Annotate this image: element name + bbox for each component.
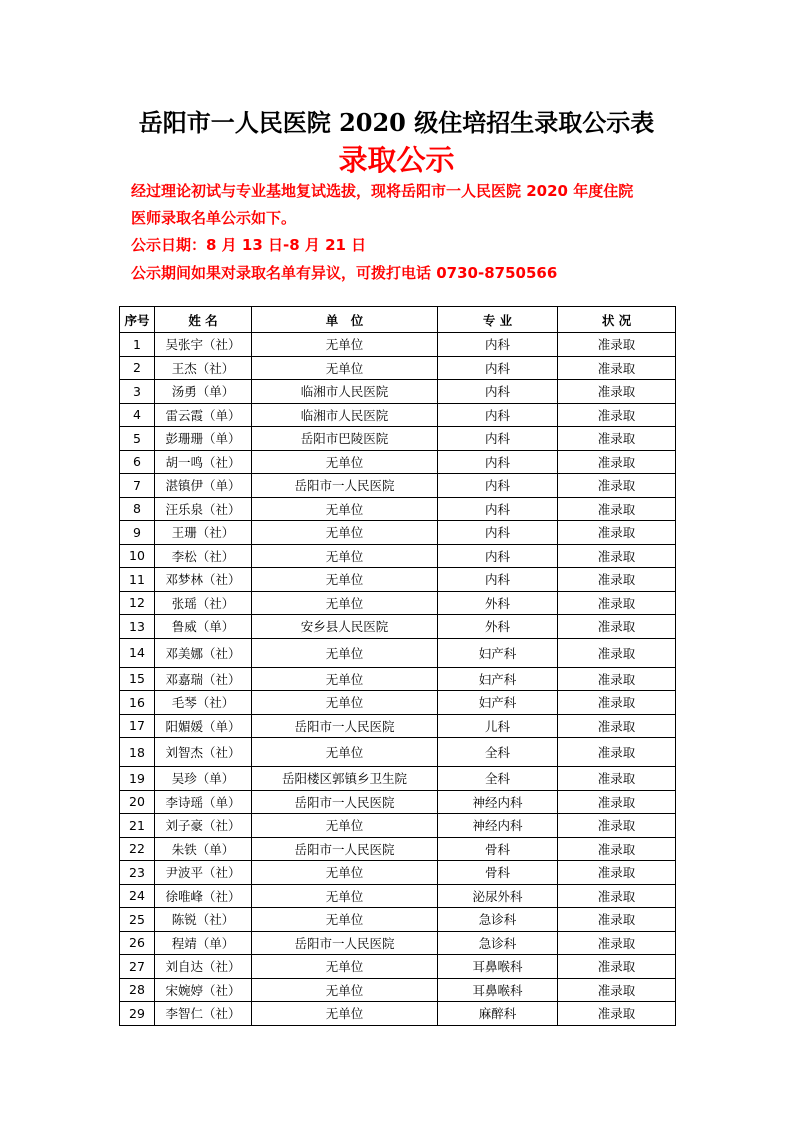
cell-name: 鲁威（单） [155, 615, 252, 639]
cell-unit: 岳阳市一人民医院 [252, 837, 438, 861]
table-row [120, 767, 676, 791]
cell-status: 准录取 [558, 333, 676, 357]
cell-major: 外科 [438, 591, 558, 615]
table-row [120, 591, 676, 615]
page-subtitle: 录取公示 [338, 143, 455, 177]
cell-index: 20 [120, 790, 155, 814]
table-row [120, 955, 676, 979]
cell-index: 12 [120, 591, 155, 615]
cell-unit: 临湘市人民医院 [252, 380, 438, 404]
cell-name: 尹波平（社） [155, 861, 252, 885]
cell-name: 汤勇（单） [155, 380, 252, 404]
table-row [120, 861, 676, 885]
cell-index: 21 [120, 814, 155, 838]
header-status: 状 况 [558, 307, 676, 333]
cell-unit: 无单位 [252, 978, 438, 1002]
cell-status: 准录取 [558, 714, 676, 738]
cell-status: 准录取 [558, 814, 676, 838]
cell-major: 全科 [438, 738, 558, 767]
cell-index: 11 [120, 568, 155, 592]
cell-name: 王杰（社） [155, 356, 252, 380]
cell-major: 妇产科 [438, 638, 558, 667]
table-row [120, 403, 676, 427]
page-title: 岳阳市一人民医院 2020 级住培招生录取公示表 [138, 108, 655, 137]
cell-index: 22 [120, 837, 155, 861]
cell-unit: 无单位 [252, 497, 438, 521]
cell-major: 急诊科 [438, 931, 558, 955]
cell-name: 毛琴（社） [155, 691, 252, 715]
cell-major: 泌尿外科 [438, 884, 558, 908]
cell-name: 朱铁（单） [155, 837, 252, 861]
cell-status: 准录取 [558, 738, 676, 767]
table-row [120, 474, 676, 498]
cell-index: 7 [120, 474, 155, 498]
cell-status: 准录取 [558, 474, 676, 498]
header-name: 姓 名 [155, 307, 252, 333]
cell-major: 内科 [438, 568, 558, 592]
cell-unit: 临湘市人民医院 [252, 403, 438, 427]
cell-major: 外科 [438, 615, 558, 639]
table-row [120, 638, 676, 667]
cell-index: 10 [120, 544, 155, 568]
cell-unit: 岳阳市一人民医院 [252, 474, 438, 498]
cell-status: 准录取 [558, 544, 676, 568]
table-row [120, 908, 676, 932]
cell-status: 准录取 [558, 615, 676, 639]
cell-name: 湛镇伊（单） [155, 474, 252, 498]
table-row [120, 615, 676, 639]
cell-status: 准录取 [558, 667, 676, 691]
cell-major: 内科 [438, 450, 558, 474]
cell-major: 内科 [438, 544, 558, 568]
cell-name: 阳媚媛（单） [155, 714, 252, 738]
cell-index: 15 [120, 667, 155, 691]
cell-index: 2 [120, 356, 155, 380]
cell-name: 李诗瑶（单） [155, 790, 252, 814]
table-row [120, 814, 676, 838]
cell-major: 全科 [438, 767, 558, 791]
cell-major: 内科 [438, 333, 558, 357]
cell-unit: 岳阳市巴陵医院 [252, 427, 438, 451]
header-major: 专 业 [438, 307, 558, 333]
cell-index: 3 [120, 380, 155, 404]
table-row [120, 931, 676, 955]
cell-name: 宋婉婷（社） [155, 978, 252, 1002]
cell-unit: 无单位 [252, 884, 438, 908]
table-row [120, 738, 676, 767]
cell-major: 神经内科 [438, 790, 558, 814]
cell-name: 吴珍（单） [155, 767, 252, 791]
cell-index: 28 [120, 978, 155, 1002]
cell-major: 妇产科 [438, 667, 558, 691]
cell-name: 刘自达（社） [155, 955, 252, 979]
table-row [120, 691, 676, 715]
cell-unit: 岳阳市一人民医院 [252, 931, 438, 955]
cell-unit: 无单位 [252, 814, 438, 838]
cell-index: 9 [120, 521, 155, 545]
cell-major: 耳鼻喉科 [438, 978, 558, 1002]
cell-name: 邓嘉瑞（社） [155, 667, 252, 691]
table-row [120, 978, 676, 1002]
cell-index: 19 [120, 767, 155, 791]
cell-name: 邓美娜（社） [155, 638, 252, 667]
cell-unit: 无单位 [252, 638, 438, 667]
cell-index: 24 [120, 884, 155, 908]
notice-line-1: 经过理论初试与专业基地复试选拔，现将岳阳市一人民医院 2020 年度住院 [131, 182, 634, 200]
cell-index: 23 [120, 861, 155, 885]
cell-status: 准录取 [558, 591, 676, 615]
cell-major: 内科 [438, 403, 558, 427]
cell-major: 神经内科 [438, 814, 558, 838]
cell-major: 内科 [438, 474, 558, 498]
admission-table [119, 306, 676, 1026]
cell-name: 胡一鸣（社） [155, 450, 252, 474]
table-row [120, 497, 676, 521]
cell-unit: 无单位 [252, 955, 438, 979]
cell-unit: 无单位 [252, 691, 438, 715]
notice-date: 公示日期：8 月 13 日-8 月 21 日 [131, 236, 367, 254]
cell-status: 准录取 [558, 955, 676, 979]
notice-line-2: 医师录取名单公示如下。 [131, 209, 297, 227]
cell-major: 内科 [438, 356, 558, 380]
cell-unit: 岳阳市一人民医院 [252, 714, 438, 738]
cell-index: 13 [120, 615, 155, 639]
table-row [120, 450, 676, 474]
header-unit: 单 位 [252, 307, 438, 333]
cell-major: 骨科 [438, 861, 558, 885]
cell-unit: 岳阳楼区郭镇乡卫生院 [252, 767, 438, 791]
cell-status: 准录取 [558, 568, 676, 592]
cell-index: 18 [120, 738, 155, 767]
cell-status: 准录取 [558, 427, 676, 451]
cell-unit: 无单位 [252, 544, 438, 568]
notice-contact: 公示期间如果对录取名单有异议，可拨打电话 0730-8750566 [131, 264, 558, 282]
cell-major: 耳鼻喉科 [438, 955, 558, 979]
cell-index: 26 [120, 931, 155, 955]
cell-status: 准录取 [558, 978, 676, 1002]
cell-unit: 无单位 [252, 667, 438, 691]
cell-major: 内科 [438, 380, 558, 404]
cell-status: 准录取 [558, 497, 676, 521]
cell-unit: 安乡县人民医院 [252, 615, 438, 639]
cell-status: 准录取 [558, 356, 676, 380]
cell-major: 儿科 [438, 714, 558, 738]
table-row [120, 380, 676, 404]
cell-name: 吴张宇（社） [155, 333, 252, 357]
cell-index: 16 [120, 691, 155, 715]
cell-major: 妇产科 [438, 691, 558, 715]
cell-index: 29 [120, 1002, 155, 1026]
cell-index: 25 [120, 908, 155, 932]
cell-status: 准录取 [558, 931, 676, 955]
cell-name: 刘智杰（社） [155, 738, 252, 767]
cell-index: 14 [120, 638, 155, 667]
table-body [120, 333, 676, 1026]
header-index: 序号 [120, 307, 155, 333]
cell-unit: 无单位 [252, 1002, 438, 1026]
cell-status: 准录取 [558, 908, 676, 932]
cell-status: 准录取 [558, 837, 676, 861]
cell-index: 27 [120, 955, 155, 979]
cell-status: 准录取 [558, 1002, 676, 1026]
table-row [120, 568, 676, 592]
cell-unit: 无单位 [252, 738, 438, 767]
cell-unit: 无单位 [252, 908, 438, 932]
cell-status: 准录取 [558, 450, 676, 474]
cell-index: 17 [120, 714, 155, 738]
cell-unit: 无单位 [252, 333, 438, 357]
cell-name: 邓梦林（社） [155, 568, 252, 592]
cell-status: 准录取 [558, 790, 676, 814]
cell-status: 准录取 [558, 638, 676, 667]
cell-name: 王珊（社） [155, 521, 252, 545]
cell-name: 程靖（单） [155, 931, 252, 955]
cell-status: 准录取 [558, 861, 676, 885]
cell-major: 骨科 [438, 837, 558, 861]
cell-name: 刘子豪（社） [155, 814, 252, 838]
cell-name: 雷云霞（单） [155, 403, 252, 427]
cell-index: 1 [120, 333, 155, 357]
cell-name: 李松（社） [155, 544, 252, 568]
cell-name: 张瑶（社） [155, 591, 252, 615]
table-row [120, 333, 676, 357]
cell-index: 8 [120, 497, 155, 521]
cell-name: 彭珊珊（单） [155, 427, 252, 451]
table-row [120, 356, 676, 380]
cell-status: 准录取 [558, 691, 676, 715]
table-row [120, 427, 676, 451]
table-row [120, 667, 676, 691]
table-row [120, 521, 676, 545]
cell-name: 李智仁（社） [155, 1002, 252, 1026]
table-row [120, 714, 676, 738]
cell-unit: 无单位 [252, 568, 438, 592]
cell-index: 5 [120, 427, 155, 451]
cell-unit: 岳阳市一人民医院 [252, 790, 438, 814]
cell-major: 急诊科 [438, 908, 558, 932]
cell-major: 内科 [438, 427, 558, 451]
cell-major: 麻醉科 [438, 1002, 558, 1026]
cell-unit: 无单位 [252, 450, 438, 474]
cell-status: 准录取 [558, 403, 676, 427]
cell-unit: 无单位 [252, 356, 438, 380]
cell-status: 准录取 [558, 767, 676, 791]
cell-name: 汪乐泉（社） [155, 497, 252, 521]
cell-unit: 无单位 [252, 591, 438, 615]
cell-unit: 无单位 [252, 861, 438, 885]
cell-status: 准录取 [558, 380, 676, 404]
cell-status: 准录取 [558, 521, 676, 545]
cell-name: 陈锐（社） [155, 908, 252, 932]
cell-status: 准录取 [558, 884, 676, 908]
table-row [120, 544, 676, 568]
cell-major: 内科 [438, 497, 558, 521]
table-row [120, 884, 676, 908]
cell-name: 徐唯峰（社） [155, 884, 252, 908]
table-row [120, 1002, 676, 1026]
cell-index: 4 [120, 403, 155, 427]
table-row [120, 790, 676, 814]
cell-index: 6 [120, 450, 155, 474]
table-row [120, 837, 676, 861]
cell-major: 内科 [438, 521, 558, 545]
table-header-row [120, 307, 676, 333]
cell-unit: 无单位 [252, 521, 438, 545]
